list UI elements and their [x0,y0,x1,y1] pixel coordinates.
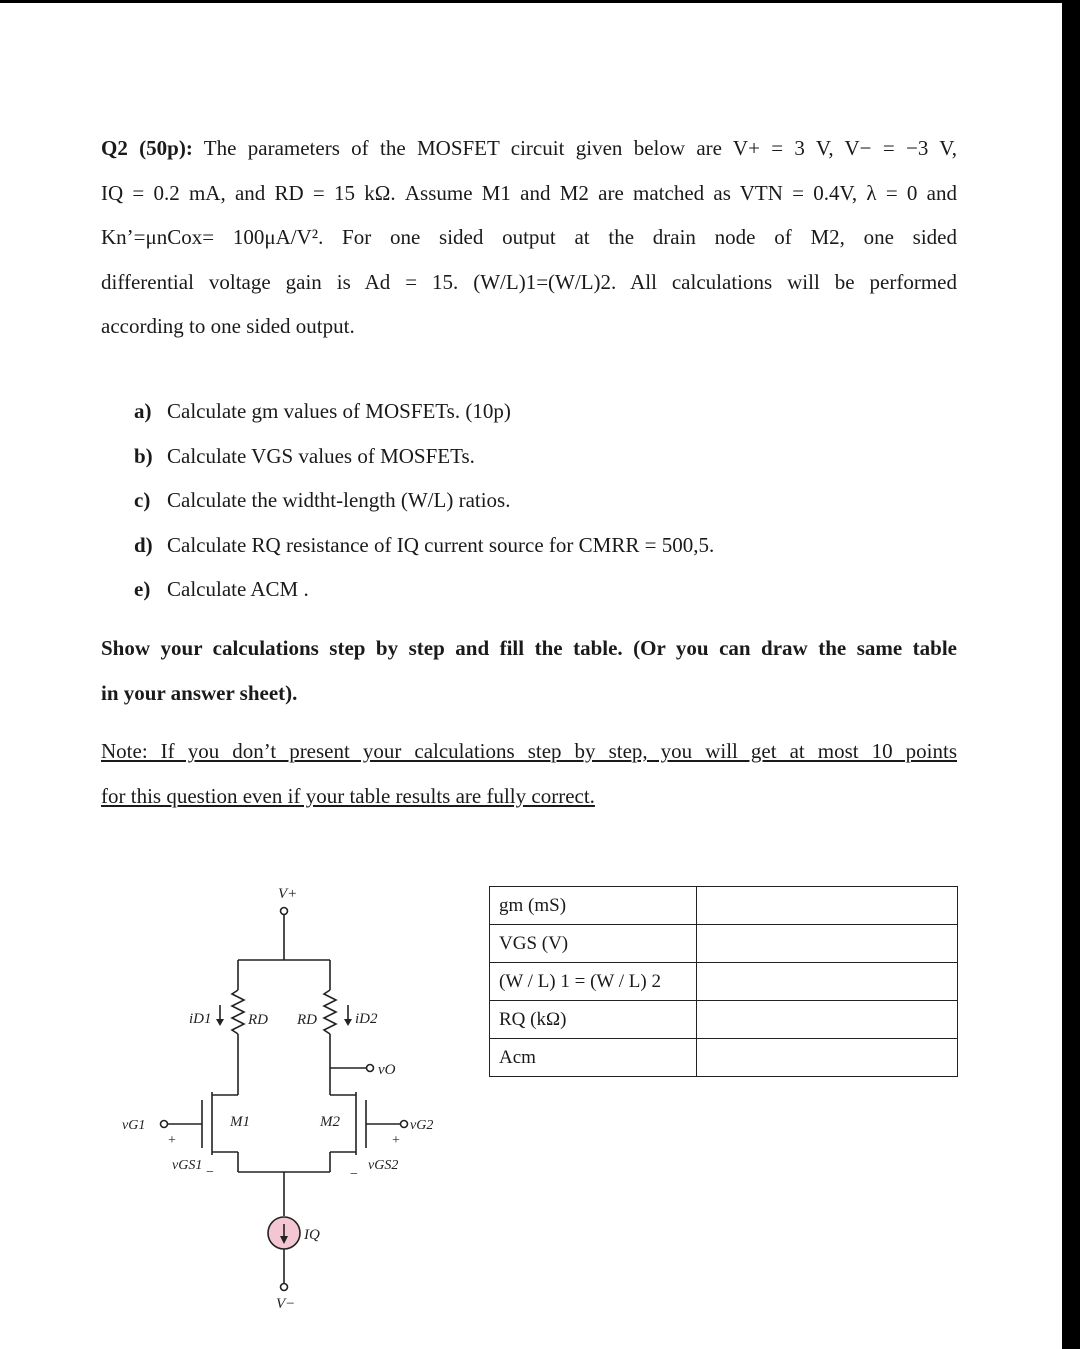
sub-question-a [134,389,714,434]
rd-left-resistor [232,990,244,1034]
question-text [101,126,957,349]
question-line-1 [101,126,957,171]
sub-question-text: Calculate the widtht-length (W/L) ratios. [167,488,511,512]
table-row-value[interactable] [697,1039,958,1077]
vminus-terminal [281,1284,288,1291]
id2-label: iD2 [355,1011,378,1027]
note-line-2: for this question even if your table results are fully correct. [101,783,595,808]
results-table [489,886,958,1077]
vgs2-label: vGS2 [368,1158,399,1173]
table-row-label: VGS (V) [490,925,697,963]
sub-question-c [134,478,714,523]
table-row-label: gm (mS) [490,887,697,925]
sub-question-text: Calculate ACM . [167,577,309,601]
question-number: Q2 (50p): [101,136,193,160]
right-border [1062,0,1080,1349]
id1-arrowhead [216,1019,224,1026]
rd-right-resistor [324,990,336,1034]
sub-question-e [134,567,714,612]
table-row-value[interactable] [697,1001,958,1039]
vo-label: vO [378,1062,396,1078]
instruction-line-2: in your answer sheet). [101,680,298,705]
table-row-value[interactable] [697,963,958,1001]
table-row-value[interactable] [697,887,958,925]
top-border [0,0,1080,3]
question-line-2: IQ = 0.2 mA, and RD = 15 kΩ. Assume M1 and M2 are matched as VTN = 0.4V, λ = 0 and [101,180,957,205]
m1-label: M1 [230,1114,250,1130]
table-row-label: (W / L) 1 = (W / L) 2 [490,963,697,1001]
note-text [101,729,957,818]
vg2-terminal [401,1121,408,1128]
iq-label: IQ [304,1227,320,1243]
vgs2-plus: + [392,1133,400,1148]
sub-question-list [134,389,714,612]
table-row [490,925,958,963]
table-row [490,887,958,925]
table-row-label: RQ (kΩ) [490,1001,697,1039]
vgs1-plus: + [168,1133,176,1148]
id2-arrowhead [344,1019,352,1026]
sub-question-label: d) [134,532,153,557]
note-line-1: Note: If you don’t present your calculations step by step, you will get at most 10 points [101,739,957,763]
question-line-1-text: The parameters of the MOSFET circuit given below are V+ = 3 V, V− = −3 V, [203,136,958,160]
question-line-4: differential voltage gain is Ad = 15. (W/L)1=(W/L)2. All calculations will be performed [101,269,957,294]
sub-question-label: a) [134,399,152,423]
diff-pair-circuit [110,880,470,1320]
vg2-label: vG2 [410,1118,434,1133]
sub-question-text: Calculate gm values of MOSFETs. (10p) [167,399,511,423]
instruction-text [101,626,957,715]
vgs1-minus: − [206,1165,214,1180]
rd-right-label: RD [297,1012,317,1028]
sub-question-label: c) [134,488,151,512]
question-line-3: Kn’=μnCox= 100μA/V². For one sided output at the drain node of M2, one sided [101,225,957,249]
vo-terminal [367,1065,374,1072]
table-row-value[interactable] [697,925,958,963]
m2-label: M2 [320,1114,340,1130]
sub-question-d [134,523,714,568]
vg1-label: vG1 [122,1118,146,1133]
sub-question-b [134,434,714,479]
table-row-label: Acm [490,1039,697,1077]
vgs1-label: vGS1 [172,1158,203,1173]
table-row [490,1039,958,1077]
table-row [490,1001,958,1039]
vplus-label: V+ [278,886,298,902]
id1-label: iD1 [189,1011,212,1027]
sub-question-label: b) [134,443,153,468]
vplus-terminal [281,908,288,915]
instruction-line-1: Show your calculations step by step and fill the table. (Or you can draw the same table [101,636,957,660]
vgs2-minus: − [350,1167,358,1182]
sub-question-label: e) [134,577,151,601]
vg1-terminal [161,1121,168,1128]
question-line-5: according to one sided output. [101,314,355,338]
rd-left-label: RD [248,1012,268,1028]
table-row [490,963,958,1001]
vminus-label: V− [276,1296,296,1312]
sub-question-text: Calculate RQ resistance of IQ current source for CMRR = 500,5. [167,532,715,557]
sub-question-text: Calculate VGS values of MOSFETs. [167,443,475,468]
